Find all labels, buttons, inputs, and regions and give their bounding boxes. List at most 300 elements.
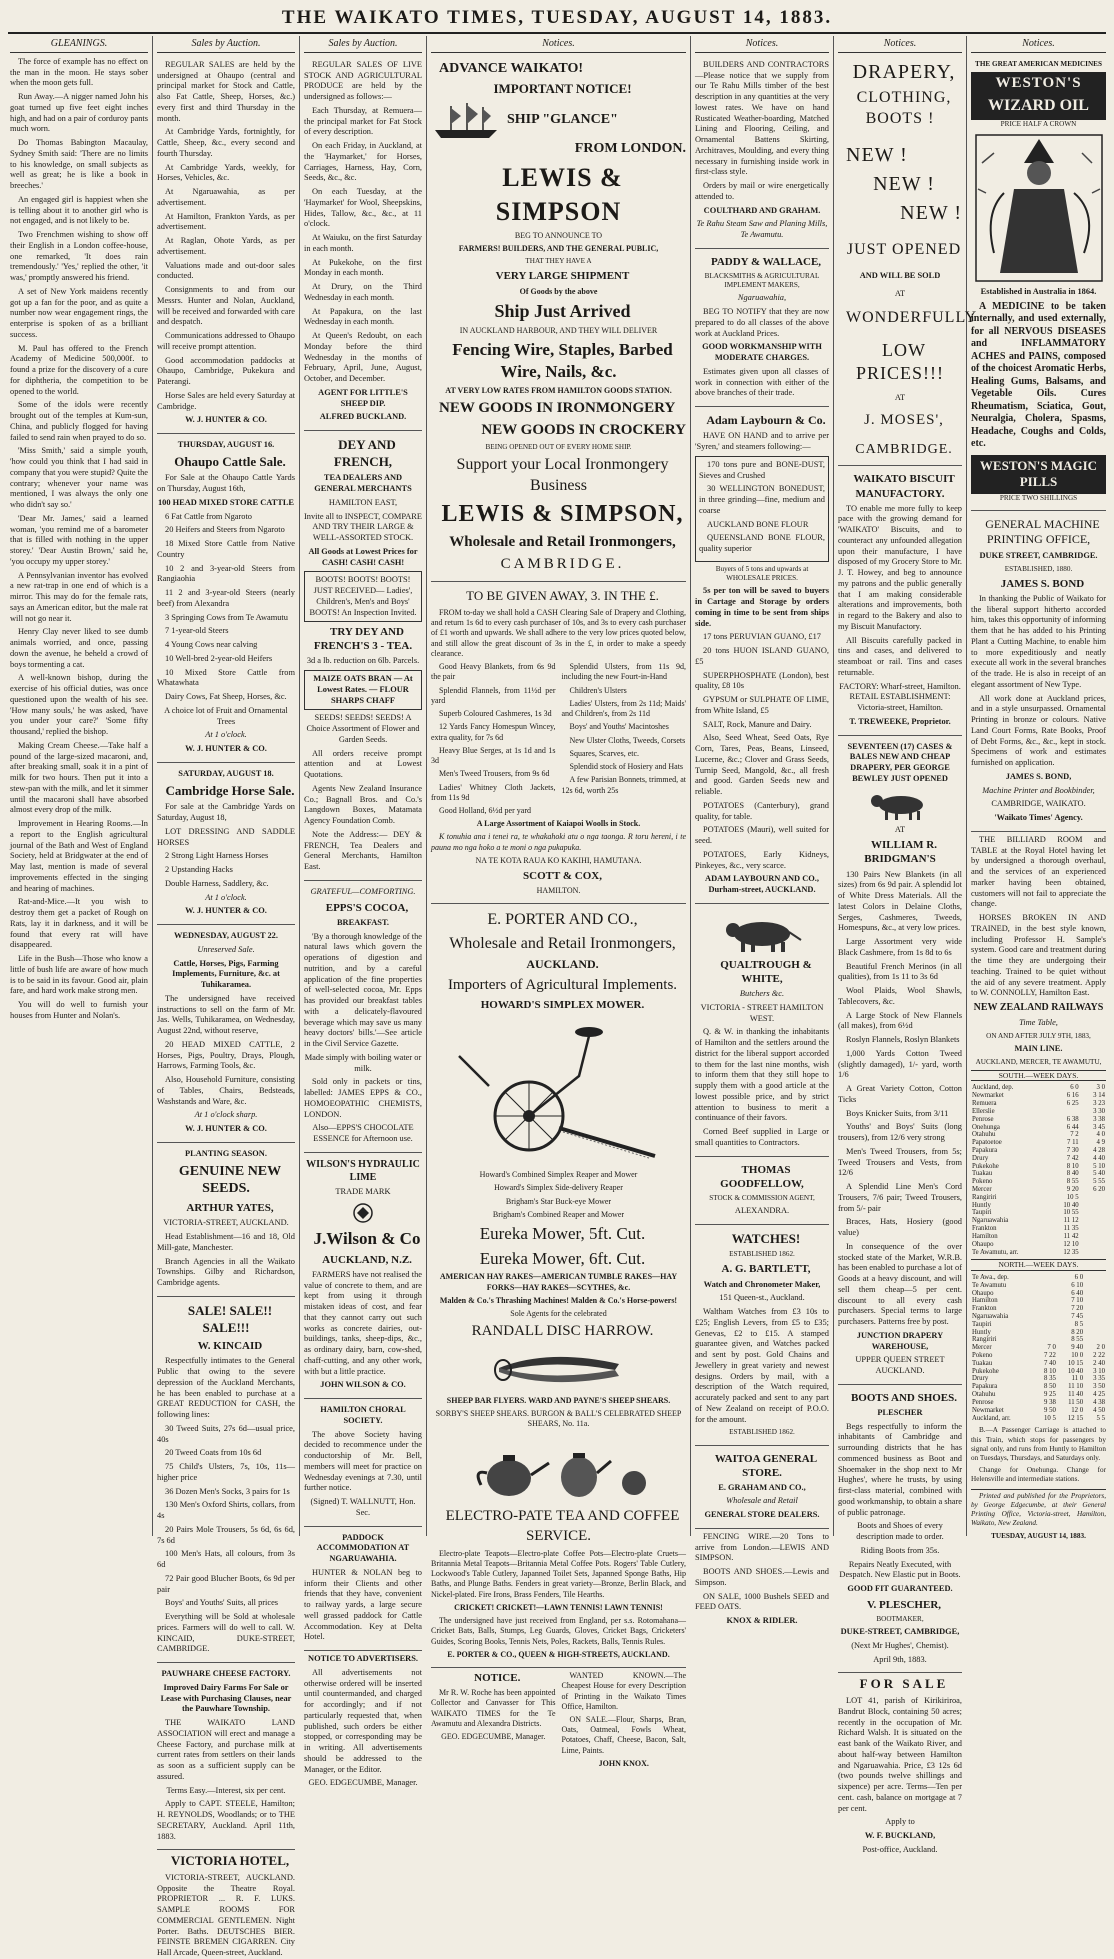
price-item: 72 Pair good Blucher Boots, 6s 9d per pair: [157, 1573, 295, 1594]
drapery-item: Youths' and Boys' Suits (long trousers), from 12/6 very strong: [838, 1122, 962, 1143]
gleaning-paragraph: You will do well to furnish your houses from Hunter and Nolan's.: [10, 1000, 148, 1020]
timetable-row: [971, 1131, 1106, 1139]
train-time: [1084, 1274, 1106, 1282]
station-name: Auckland, dep.: [972, 1084, 1014, 1092]
westons-banner: WESTON'S: [971, 72, 1106, 95]
station-name: Hamilton: [972, 1232, 998, 1240]
manure-item: 170 tons pure and BONE-DUST, Sieves and Crushed: [699, 459, 825, 480]
train-time: [1083, 1241, 1106, 1249]
timetable-row: [971, 1329, 1106, 1337]
sale-item: 6 Fat Cattle from Ngaroto: [165, 511, 252, 521]
train-time: 11 42: [1063, 1232, 1079, 1240]
train-time: 4 0: [1096, 1131, 1105, 1139]
timetable-row: [971, 1116, 1106, 1124]
train-time: 10 0: [1071, 1352, 1084, 1360]
manure-item: 30 WELLINGTON BONEDUST, in three grinding—fine, medium and coarse: [699, 484, 825, 515]
horses-ad: HORSES BROKEN IN AND TRAINED, in the best style known, including Professor H. Sample's system. Good care and treatment during the time they are undergoing their teaching. Trained to be quiet without the aid of any severe treatment. Apply to W. CONNOLLY, Hamilton East.: [971, 913, 1106, 998]
train-time: 7 11: [1067, 1139, 1079, 1147]
sale-item: 18 Mixed Store Cattle from Native Country: [157, 539, 295, 559]
train-time: [1035, 1274, 1057, 1282]
notice-sign: GEO. EDGECUMBE, Manager.: [308, 1778, 418, 1788]
new-2: NEW !: [873, 172, 935, 195]
builders-body: BUILDERS AND CONTRACTORS—Please notice that we supply from our Te Rahu Mills timber of the best description in any quantities at the very lowest rates. We have on hand Rusticated Weather-boarding, Matched Lining and Flooring, Ceiling, and Ornamental Battens Skirting, Architraves, Moulding, and every thing necessary in furnishing inside work in first-class style.: [695, 59, 829, 177]
harbour-line: IN AUCKLAND HARBOUR, AND THEY WILL DELIVER: [459, 325, 658, 335]
train-time: [1035, 1329, 1057, 1337]
drapery-item: Roslyn Flannels, Roslyn Blankets: [846, 1035, 960, 1045]
seventeen-at: AT: [894, 824, 906, 834]
train-time: [1083, 1194, 1106, 1202]
choral-society-ad: [304, 1402, 422, 1527]
train-time: 8 55: [1066, 1178, 1079, 1186]
train-time: 7 45: [1071, 1312, 1084, 1320]
train-time: 11 12: [1063, 1217, 1079, 1225]
price-item: Boys' and Youths' Macintoshes: [569, 722, 669, 732]
gmp-address: DUKE STREET, CAMBRIDGE.: [979, 550, 1098, 560]
trade-mark-icon: [343, 1202, 383, 1224]
bartlett-est: ESTABLISHED 1862.: [729, 1250, 795, 1259]
train-time: 11 40: [1068, 1391, 1084, 1399]
station-name: Onehunga: [972, 1123, 1000, 1131]
train-time: 4 9: [1096, 1139, 1105, 1147]
cricket-body: The undersigned have just received from England, per s.s. Rotomahana—Cricket Bats, Balls, Stumps, Leg Guards, Gloves, Cricket Bags, Cricketers' Guides, Scoring Books, Tennis Nets, Poles, Rackets, Balls, Tennis Rules.: [431, 1616, 686, 1646]
train-time: 8 50: [1044, 1383, 1056, 1391]
train-time: 10 55: [1063, 1209, 1079, 1217]
dey-grain: MAIZE OATS BRAN — At Lowest Rates. — FLOUR SHARPS CHAFF: [304, 670, 422, 710]
gleaning-paragraph: Run Away.—A nigger named John his goat turned up five feet eight inches high, and had on a pair of corduroy pants much worn.: [10, 92, 148, 134]
price-item: Ladies' Whitney Cloth Jackets, from 11s 9d: [431, 782, 556, 802]
price-item: 20 Tweed Coats from 10s 6d: [165, 1448, 262, 1458]
plescher-body: Begs respectfully to inform the inhabitants of Cambridge and surrounding districts that he has commenced business as Boot and Shoemaker in the shop next to Mr Hughes', where he trusts, by using first-class material, combined with good workmanship, to obtain a share of public patronage.: [838, 1421, 962, 1517]
for-sale-title: FOR SALE: [859, 1676, 949, 1692]
station-name: Penrose: [972, 1115, 994, 1123]
buckland-agent: AGENT FOR LITTLE'S SHEEP DIP.: [318, 387, 408, 408]
sale-date: WEDNESDAY, AUGUST 22.: [174, 931, 278, 941]
train-time: 10 5: [1066, 1193, 1079, 1201]
train-time: [1051, 1108, 1080, 1116]
sheep-shears-illustration: [489, 1346, 629, 1392]
plescher-address: DUKE-STREET, CAMBRIDGE,: [840, 1627, 960, 1637]
train-time: 12 35: [1063, 1248, 1079, 1256]
sale-location: At Waiuku, on the first Saturday in each month.: [304, 233, 422, 253]
train-time: 7 0: [1047, 1344, 1056, 1352]
train-time: 6 0: [1074, 1273, 1084, 1281]
train-time: 3 45: [1093, 1123, 1105, 1131]
porter-city: AUCKLAND.: [526, 957, 599, 972]
support-line: Support your Local Ironmongery Business: [456, 456, 669, 494]
sale-title: Unreserved Sale.: [197, 944, 255, 954]
station-name: Pokeno: [972, 1352, 993, 1360]
train-time: 7 40: [1044, 1359, 1056, 1367]
dey-title: DEY AND FRENCH,: [333, 437, 396, 469]
station-name: Ellerslie: [972, 1107, 995, 1115]
cow-icon: [865, 789, 935, 821]
train-time: 10 40: [1067, 1367, 1084, 1375]
station-name: Otahuhu: [972, 1391, 996, 1399]
low-prices: LOW PRICES!!!: [855, 339, 944, 383]
gleaning-paragraph: A Pennsylvanian inventor has evolved a new rat-trap in one end of which is a mirror. This may do for the female rats, says an American editor, but the male rat will not go near it.: [10, 570, 148, 623]
new-crockery: NEW GOODS IN CROCKERY: [481, 421, 686, 438]
bond-printing-ad: [971, 514, 1106, 832]
sale-location: Each Thursday, at Remuera—the principal market for Fat Stock of every description.: [304, 105, 422, 137]
price-item: Squares, Scarves, etc.: [569, 748, 640, 758]
gypsum: GYPSUM or SULPHATE OF LIME, from White Island, £5: [695, 695, 829, 715]
super: SUPERPHOSPHATE (London), best quality, £8 10s: [695, 670, 829, 691]
epps-sold: Sold only in packets or tins, labelled: JAMES EPPS & CO., HOMOEOPATHIC CHEMISTS, LONDON.: [304, 1077, 422, 1119]
price-item: Good Heavy Blankets, from 6s 9d the pair: [431, 662, 556, 682]
station-name: Auckland, arr.: [972, 1414, 1011, 1422]
station-name: Papatoetoe: [972, 1139, 1002, 1147]
sale-item: LOT DRESSING AND SADDLE HORSES: [157, 826, 295, 847]
train-time: 9 20: [1066, 1186, 1079, 1194]
drapery-item: A Splendid Line Men's Cord Trousers, 7/6 pair; Tweed Trousers, from 5/- pair: [838, 1182, 962, 1213]
choral-body: The above Society having decided to recommence under the conductorship of Mr. Bell, members will meet for practice on Wednesday evenings at 7.30, until further notice.: [304, 1429, 422, 1493]
train-time: 12 10: [1063, 1240, 1079, 1248]
station-name: Huntly: [972, 1328, 991, 1336]
train-time: [1084, 1282, 1106, 1290]
coulthard-ad: [695, 57, 829, 249]
column-heading: Notices.: [695, 38, 829, 53]
epps-title: EPPS'S COCOA,: [325, 901, 409, 914]
rail-title: NEW ZEALAND RAILWAYS: [973, 1002, 1104, 1014]
station-name: Remuera: [972, 1100, 997, 1108]
train-time: [1084, 1329, 1106, 1337]
train-time: 3 38: [1093, 1115, 1105, 1123]
drapery-item: Men's Tweed Trousers, from 5s; Tweed Trousers and Vests, from 12/6: [838, 1146, 962, 1178]
train-time: 6 10: [1071, 1281, 1084, 1289]
station-name: Frankton: [972, 1305, 997, 1313]
train-time: 6 16: [1066, 1092, 1079, 1100]
dey-prices: All Goods at Lowest Prices for CASH! CASH! CASH!: [308, 546, 418, 567]
sale-location: Horse Sales are held every Saturday at Cambridge.: [157, 390, 295, 411]
gleaning-paragraph: Rat-and-Mice.—It you wish to destroy them get a packet of Rough on Rats, lay it in darkness, and it will be found that every rat will have disappeared.: [10, 897, 148, 950]
maori-notice: K tonuhia ana i tenei ra, te whakahoki atu o nga taonga. R toru hereni, i te pauna mo nga hoko a te moni o nga pukapuka.: [431, 832, 686, 852]
biscuit-body: TO enable me more fully to keep pace with the growing demand for 'WAIKATO' Biscuits, and to counteract any unfounded allegation upon their manufacture, I have disposed of my Grocery Store to Mr. J. T. Howey, and beg to announce my patrons and the public generally that I am making considerable alterations and improvements, both in regard to the Bakery and also to my Biscuit Manufactory.: [838, 503, 962, 631]
paddock-ad: [304, 1530, 422, 1652]
dey-note: Note the Address:— DEY & FRENCH, Tea Dealers and General Merchants, Hamilton East.: [304, 829, 422, 872]
paddy-body: BEG TO NOTIFY that they are now prepared to do all classes of the above work at Auckland Prices.: [695, 307, 829, 338]
biscuit-title: WAIKATO BISCUIT MANUFACTORY.: [853, 473, 955, 500]
plescher-near: (Next Mr Hughes', Chemist).: [851, 1640, 949, 1650]
gleaning-paragraph: Do Thomas Babington Macaulay, Sydney Smith said: 'There are no limits to his knowledge, on small subjects as well as great; he is like a book in breeches.': [10, 138, 148, 191]
hotel-title: VICTORIA HOTEL,: [170, 1853, 290, 1869]
agency-line: 'Waikato Times' Agency.: [994, 813, 1083, 823]
laybourn-body: HAVE ON HAND and to arrive per 'Syren,' and steamers following:—: [695, 431, 829, 452]
railway-timetable: [971, 1002, 1106, 1541]
randall-harrow: RANDALL DISC HARROW.: [471, 1323, 654, 1340]
sale-title: Ohaupo Cattle Sale.: [174, 453, 286, 469]
south-timetable: [971, 1084, 1106, 1256]
sale-headline: 100 HEAD MIXED STORE CATTLE: [157, 497, 295, 507]
masthead-rule: [8, 32, 1106, 34]
sale-body: For sale at the Cambridge Yards on Saturday, August 18,: [157, 802, 295, 823]
knox-sign: JOHN KNOX.: [598, 1758, 649, 1768]
station-name: Pokeno: [972, 1178, 993, 1186]
station-name: Rangiriri: [972, 1336, 997, 1344]
yates-address: VICTORIA-STREET, AUCKLAND.: [163, 1218, 289, 1228]
train-time: [1035, 1282, 1057, 1290]
plescher-sign: V. PLESCHER,: [866, 1598, 942, 1611]
buckland-name: ALFRED BUCKLAND.: [319, 412, 407, 422]
potatoes-canterbury: POTATOES (Canterbury), grand quality, for table.: [695, 800, 829, 821]
graham-sub: Wholesale and Retail: [726, 1496, 798, 1506]
graham-sub2: GENERAL STORE DEALERS.: [704, 1510, 820, 1520]
dey-tea-sub: 3d a lb. reduction on 6lb. Parcels.: [306, 656, 420, 666]
epps-head: GRATEFUL—COMFORTING.: [310, 886, 416, 896]
moses-cambridge: CAMBRIDGE.: [855, 441, 953, 457]
huon: 20 tons HUON ISLAND GUANO, £5: [695, 646, 829, 666]
new-3: NEW !: [900, 201, 962, 224]
boot-item: Repairs Neatly Executed, with Despatch. New Elastic put in Boots.: [839, 1559, 961, 1580]
timetable-row: [971, 1084, 1106, 1092]
column-builders: [691, 38, 833, 1626]
porter-importers: Importers of Agricultural Implements.: [447, 976, 678, 993]
train-time: 6 38: [1066, 1115, 1079, 1123]
train-time: [1083, 1202, 1106, 1210]
masthead: [0, 0, 1114, 32]
train-time: 4 40: [1093, 1154, 1105, 1162]
sale-title: Cambridge Horse Sale.: [165, 782, 295, 798]
billiard-ad: THE BILLIARD ROOM and TABLE at the Royal Hotel having let by undersigned a thorough overhaul, and the services of an experienced marker having been obtained, customers will not fail to appreciate the change.: [971, 834, 1106, 909]
south-header: SOUTH.—WEEK DAYS.: [971, 1070, 1106, 1082]
sale-time: At 1 o'clock.: [205, 730, 247, 740]
notice-body: Mr R. W. Roche has been appointed Collector and Canvasser for This WAIKATO TIMES for the Te Awamutu and Alexandra Districts.: [431, 1688, 556, 1728]
have-line: THAT THEY HAVE A: [525, 257, 592, 266]
train-time: 7 42: [1066, 1154, 1079, 1162]
biscuit-sign: T. TREWEEKE, Proprietor.: [849, 716, 951, 726]
ox-icon: [717, 914, 807, 954]
train-time: 3 50: [1093, 1383, 1105, 1391]
rail-on: ON AND AFTER JULY 9TH, 1883,: [986, 1031, 1091, 1040]
timetable-row: [971, 1155, 1106, 1163]
advance-waikato: ADVANCE WAIKATO!: [439, 60, 584, 76]
station-name: Pukekohe: [972, 1162, 999, 1170]
laybourn-buyers: Buyers of 5 tons and upwards at WHOLESALE PRICES.: [715, 564, 809, 583]
station-name: Drury: [972, 1375, 989, 1383]
bottom-notices: [431, 1671, 686, 1772]
ship-arrived: Ship Just Arrived: [494, 300, 631, 321]
price-item: 75 Child's Ulsters, 7s, 10s, 11s—higher price: [157, 1462, 295, 1482]
beg-announce: BEG TO ANNOUNCE TO: [514, 230, 603, 240]
kincaid-sale-ad: [157, 1300, 295, 1663]
sale-item: 3 Springing Cows from Te Awamutu: [165, 612, 288, 622]
imprint: Printed and published for the Proprietors, by George Edgecumbe, at their General Printing Office, Victoria-street, Hamilton, Waikato, New Zealand.: [971, 1489, 1106, 1529]
dey-invite: Invite all to INSPECT, COMPARE AND TRY THEIR LARGE & WELL-ASSORTED STOCK.: [304, 511, 422, 543]
pauwhare-terms: Terms Easy.—Interest, six per cent.: [166, 1785, 286, 1795]
column-heading: Notices.: [431, 38, 686, 53]
yates-body: Head Establishment—16 and 18, Old Mill-gate, Manchester.: [157, 1232, 295, 1252]
sale-title: SALE! SALE!! SALE!!!: [187, 1302, 273, 1335]
gleaning-paragraph: Improvement in Hearing Rooms.—In a report to the English agricultural journal of the Bath and West of England Society, held at Bridgwater at the end of May last, mention is made of several improvements effected in the singing and hearing of machines.: [10, 819, 148, 893]
station-name: Frankton: [972, 1225, 997, 1233]
timetable-row: [971, 1147, 1106, 1155]
potatoes-mauri: POTATOES (Mauri), well suited for seed.: [695, 825, 829, 846]
firm-name: W. J. HUNTER & CO.: [185, 1124, 267, 1134]
timetable-row: [971, 1321, 1106, 1329]
epps-body: 'By a thorough knowledge of the natural laws which govern the operations of digestion and nutrition, and by a careful application of the fine properties of well-selected cocoa, Mr. Epps has provided our breakfast tables with a delicately-flavoured beverage which may save us many heavy doctors' bills.'—See article in the Civil Service Gazette.: [304, 931, 422, 1049]
sale-location: At Queen's Redoubt, on each Monday before the third Wednesday in the months of February, April, June, August, October, and December.: [304, 331, 422, 384]
bond-list: All work done at Auckland prices, and in a style unsurpassed. Ornamental Printing in bronze or colours. Native Land Court Forms, Rate Books, Proof of Debt Forms, &c., &c., kept in stock. Specimens of work and estimates furnished on application.: [971, 693, 1106, 768]
price-item: 20 Pairs Mole Trousers, 5s 6d, 6s 6d, 7s 6d: [157, 1524, 295, 1545]
drapery-item: A Large Stock of New Flannels (all makes), from 6½d: [838, 1010, 962, 1031]
bartlett-address: 151 Queen-st., Auckland.: [719, 1293, 805, 1303]
train-time: 8 35: [1044, 1375, 1056, 1383]
firm-name: W. J. HUNTER & CO.: [185, 744, 267, 754]
choral-title: HAMILTON CHORAL SOCIETY.: [320, 1405, 406, 1425]
drapery: DRAPERY,: [852, 60, 956, 83]
timetable-row: [971, 1100, 1106, 1108]
drapery-item: A Great Variety Cotton, Cotton Ticks: [838, 1084, 962, 1104]
sale-location: Communications addressed to Ohaupo will receive prompt attention.: [157, 331, 295, 351]
notice-advertisers: [304, 1654, 422, 1789]
train-time: [1083, 1209, 1106, 1217]
train-time: [1084, 1297, 1106, 1305]
gleaning-paragraph: An engaged girl is happiest when she is telling about it to another girl who is not engaged, and is not likely to be.: [10, 194, 148, 226]
collector-notice: [431, 1671, 556, 1772]
tg-address: ALEXANDRA.: [734, 1205, 790, 1215]
waitoa-title: WAITOA GENERAL STORE.: [714, 1452, 818, 1479]
sale-item: 10 2 and 3-year-old Steers from Rangiaohia: [157, 563, 295, 584]
sale-item: 10 Mixed Store Cattle from Whatawhata: [157, 667, 295, 688]
cricket-title: CRICKET! CRICKET!—LAWN TENNIS! LAWN TENNIS!: [454, 1602, 663, 1612]
column-gleanings: [6, 38, 152, 1534]
boot-item: Boots and Shoes of every description made to order.: [856, 1521, 944, 1542]
train-time: 2 0: [1096, 1344, 1105, 1352]
gmp-title: GENERAL MACHINE PRINTING OFFICE,: [985, 517, 1100, 547]
gleaning-paragraph: Making Cream Cheese.—Take half a pound of the large-sized macaroni, and, after breaking small, soak it in a pint of milk for two hours. Then put it into a stew-pan with the milk, and let it simmer until the macaroni shall have absorbed almost every drop of the milk.: [10, 740, 148, 815]
eureka-5ft: Eureka Mower, 5ft. Cut.: [479, 1223, 646, 1243]
bond-trade: Machine Printer and Bookbinder,: [982, 785, 1095, 795]
column-auction-buckland: [300, 38, 426, 1788]
dey-agents: Agents New Zealand Insurance Co.; Bagnall Bros. and Co.'s Langdown Boxes, Matamata Agency Foundation Comb.: [304, 783, 422, 826]
sale-item: Dairy Cows, Fat Sheep, Horses, &c.: [165, 692, 287, 702]
from-london: FROM LONDON.: [574, 141, 686, 157]
electro-title: ELECTRO-PATE TEA AND COFFEE SERVICE.: [445, 1508, 680, 1544]
porter-title: E. PORTER AND CO.,: [487, 911, 638, 929]
timetable-row: [971, 1178, 1106, 1186]
train-time: 8 10: [1066, 1162, 1079, 1170]
station-name: Ngaruawahia: [972, 1217, 1009, 1225]
sale-item: 10 Well-bred 2-year-old Heifers: [165, 653, 273, 663]
station-name: Ohaupo: [972, 1240, 994, 1248]
magic-pills-banner: WESTON'S MAGIC PILLS: [971, 455, 1106, 494]
manure-item: AUCKLAND BONE FLOUR: [707, 519, 809, 529]
train-time: [1083, 1249, 1106, 1257]
column-lewis-porter: [427, 38, 690, 1768]
station-name: Papakura: [972, 1146, 998, 1154]
train-time: 2 22: [1093, 1352, 1105, 1360]
price-item: Boys' and Youths' Suits, all prices: [165, 1598, 279, 1608]
train-time: 5 40: [1093, 1170, 1105, 1178]
train-time: 5 55: [1093, 1178, 1105, 1186]
price-item: 12 Yards Fancy Homespun Wincey, extra quality, for 7s 6d: [431, 722, 556, 742]
ohaupo-sale-ad: [157, 437, 295, 763]
gleaning-paragraph: Life in the Bush—Those who know a little of bush life are aware of how much is to be said in its favour. Good air, plain fare, and hard work make strong men.: [10, 954, 148, 996]
dey-seeds: SEEDS! SEEDS! SEEDS! A Choice Assortment of Flower and Garden Seeds.: [306, 713, 420, 744]
plescher-ad: [838, 1388, 962, 1674]
masthead-title: THE WAIKATO TIMES, TUESDAY, AUGUST 14, 1883.: [281, 7, 833, 28]
wanted-notice: [562, 1671, 687, 1772]
bond-body: In thanking the Public of Waikato for the liberal support hitherto accorded him, takes this opportunity of informing them that he has added to his Printing Plant a Cutting Machine, to enable him to more expeditiously and neatly execute all work in the several branches of the trade. He is also in receipt of an elegant assortment of New Type.: [971, 593, 1106, 689]
timetable-row: [971, 1282, 1106, 1290]
gleaning-paragraph: A well-known bishop, during the exercise of his official duties, was once questioned upon the wealth of his see. 'How many souls,' he was asked, 'have you under your care?' 'Some fifty thousand,' replied the bishop.: [10, 673, 148, 737]
sale-item: 4 Young Cows near calving: [165, 640, 258, 650]
train-time: 2 40: [1093, 1359, 1105, 1367]
watches-title: WATCHES!: [731, 1230, 801, 1246]
sale-item: 2 Upstanding Hacks: [165, 865, 233, 875]
fencing-line: Fencing Wire, Staples, Barbed Wire, Nails, &c.: [452, 340, 673, 381]
timetable-row: [971, 1399, 1106, 1407]
timetable-row: [971, 1194, 1106, 1202]
goodfellow-ad: [695, 1160, 829, 1225]
magic-price: PRICE TWO SHILLINGS: [999, 493, 1078, 502]
bond-name: JAMES S. BOND: [1000, 577, 1085, 590]
knox-ridler: KNOX & RIDLER.: [726, 1616, 798, 1626]
epps-sub: BREAKFAST.: [336, 917, 390, 927]
sale-location: At Papakura, on the last Wednesday in each month.: [304, 306, 422, 327]
pauwhare-title: PAUWHARE CHEESE FACTORY.: [161, 1669, 291, 1679]
timetable-row: [971, 1344, 1106, 1352]
north-header: NORTH.—WEEK DAYS.: [971, 1259, 1106, 1271]
scott-cox: SCOTT & COX,: [523, 870, 602, 883]
gleaning-paragraph: Two Frenchmen wishing to show off their English in a London coffee-house, one remarked, 'It does rain tremendously.' 'Yes,' replied the other, 'it was,' promptly answered his friend.: [10, 230, 148, 283]
pauwhare-body: THE WAIKATO LAND ASSOCIATION will erect and manage a Cheese Factory, and purchase milk at current rates from settlers on their lands as soon as a sufficient supply can be assured.: [157, 1718, 295, 1781]
pauwhare-apply: Apply to CAPT. STEELE, Hamilton; H. REYNOLDS, Woodlands; or to THE SECRETARY, Auckland. April 11th, 1883.: [157, 1799, 295, 1841]
implement-item: Brigham's Star Buck-eye Mower: [505, 1196, 612, 1206]
timetable-row: [971, 1407, 1106, 1415]
on-sale-oats: ON SALE, 1000 Bushels SEED and FEED OATS.: [695, 1591, 829, 1612]
train-time: 9 50: [1044, 1406, 1056, 1414]
important-notice: IMPORTANT NOTICE!: [493, 80, 632, 96]
coulthard-sub: Te Rahu Steam Saw and Planing Mills, Te Awamutu.: [696, 219, 828, 240]
train-time: [1084, 1313, 1106, 1321]
tea-service-illustration: [459, 1433, 659, 1503]
wizard-oil-banner: WIZARD OIL: [971, 95, 1106, 119]
station-name: Pukekohe: [972, 1367, 999, 1375]
timetable-row: [971, 1170, 1106, 1178]
eureka-6ft: Eureka Mower, 6ft. Cut.: [479, 1248, 646, 1268]
train-time: 8 55: [1071, 1336, 1084, 1344]
will-be-sold: AND WILL BE SOLD: [859, 270, 941, 280]
planting-season: PLANTING SEASON.: [185, 1148, 267, 1158]
timetable-row: [971, 1225, 1106, 1233]
junction-address: UPPER QUEEN STREET AUCKLAND.: [855, 1355, 945, 1376]
gleaning-paragraph: 'Dear Mr. James,' said a learned woman, 'you remind me of a barometer that is filled with nothing in the upper storey.' 'Dear Austin Brown,' said he, 'you occupy my upper storey.': [10, 513, 148, 566]
boots-shoes: BOOTS AND SHOES.—Lewis and Simpson.: [695, 1567, 829, 1587]
gleaning-paragraph: 'Miss Smith,' said a simple youth, 'how could you think that I had said in company that you were stupid? Quite the contrary; whenever your name was mentioned, I was always the only one who didn't say so.': [10, 446, 148, 510]
paddy-place: Ngaruawahia,: [737, 293, 787, 303]
regular-sales-ad: [157, 57, 295, 434]
sale-location: On each Friday, in Auckland, at the 'Haymarket,' for Horses, Carriages, Harness, Hay, Corn, Seeds, &c., &c.: [304, 141, 422, 183]
train-time: 10 5: [1044, 1414, 1056, 1422]
station-name: Taupiri: [972, 1209, 992, 1217]
price-item: New Ulster Cloths, Tweeds, Corsets: [569, 735, 686, 745]
station-name: Taupiri: [972, 1320, 992, 1328]
bartlett-tail: ESTABLISHED 1862.: [729, 1428, 795, 1437]
train-time: [1084, 1336, 1106, 1344]
sale-location: At Cambridge Yards, weekly, for Horses, Vehicles, &c.: [157, 162, 295, 183]
tuhikaramea-sale-ad: [157, 928, 295, 1143]
for-sale-sign: W. F. BUCKLAND,: [864, 1831, 936, 1841]
rakes-line: AMERICAN HAY RAKES—AMERICAN TUMBLE RAKES—HAY FORKS—HAY RAKES—SCYTHES, &c.: [439, 1272, 678, 1292]
malden-line: Malden & Co.'s Thrashing Machines! Malden & Co.'s Horse-powers!: [439, 1295, 678, 1305]
gleanings-list: [10, 57, 148, 1022]
maori-sign: NA TE KOTA RAUA KO KAKIHI, HAMUTANA.: [475, 855, 642, 865]
bartlett-sub: Watch and Chronometer Maker,: [703, 1279, 821, 1289]
sale-location: At Pukekohe, on the first Monday in each month.: [304, 257, 422, 278]
train-time: 9 40: [1071, 1344, 1084, 1352]
train-time: 11 10: [1068, 1383, 1084, 1391]
paddy-tail: Estimates given upon all classes of work in connection with either of the above branches of their trade.: [695, 366, 829, 398]
